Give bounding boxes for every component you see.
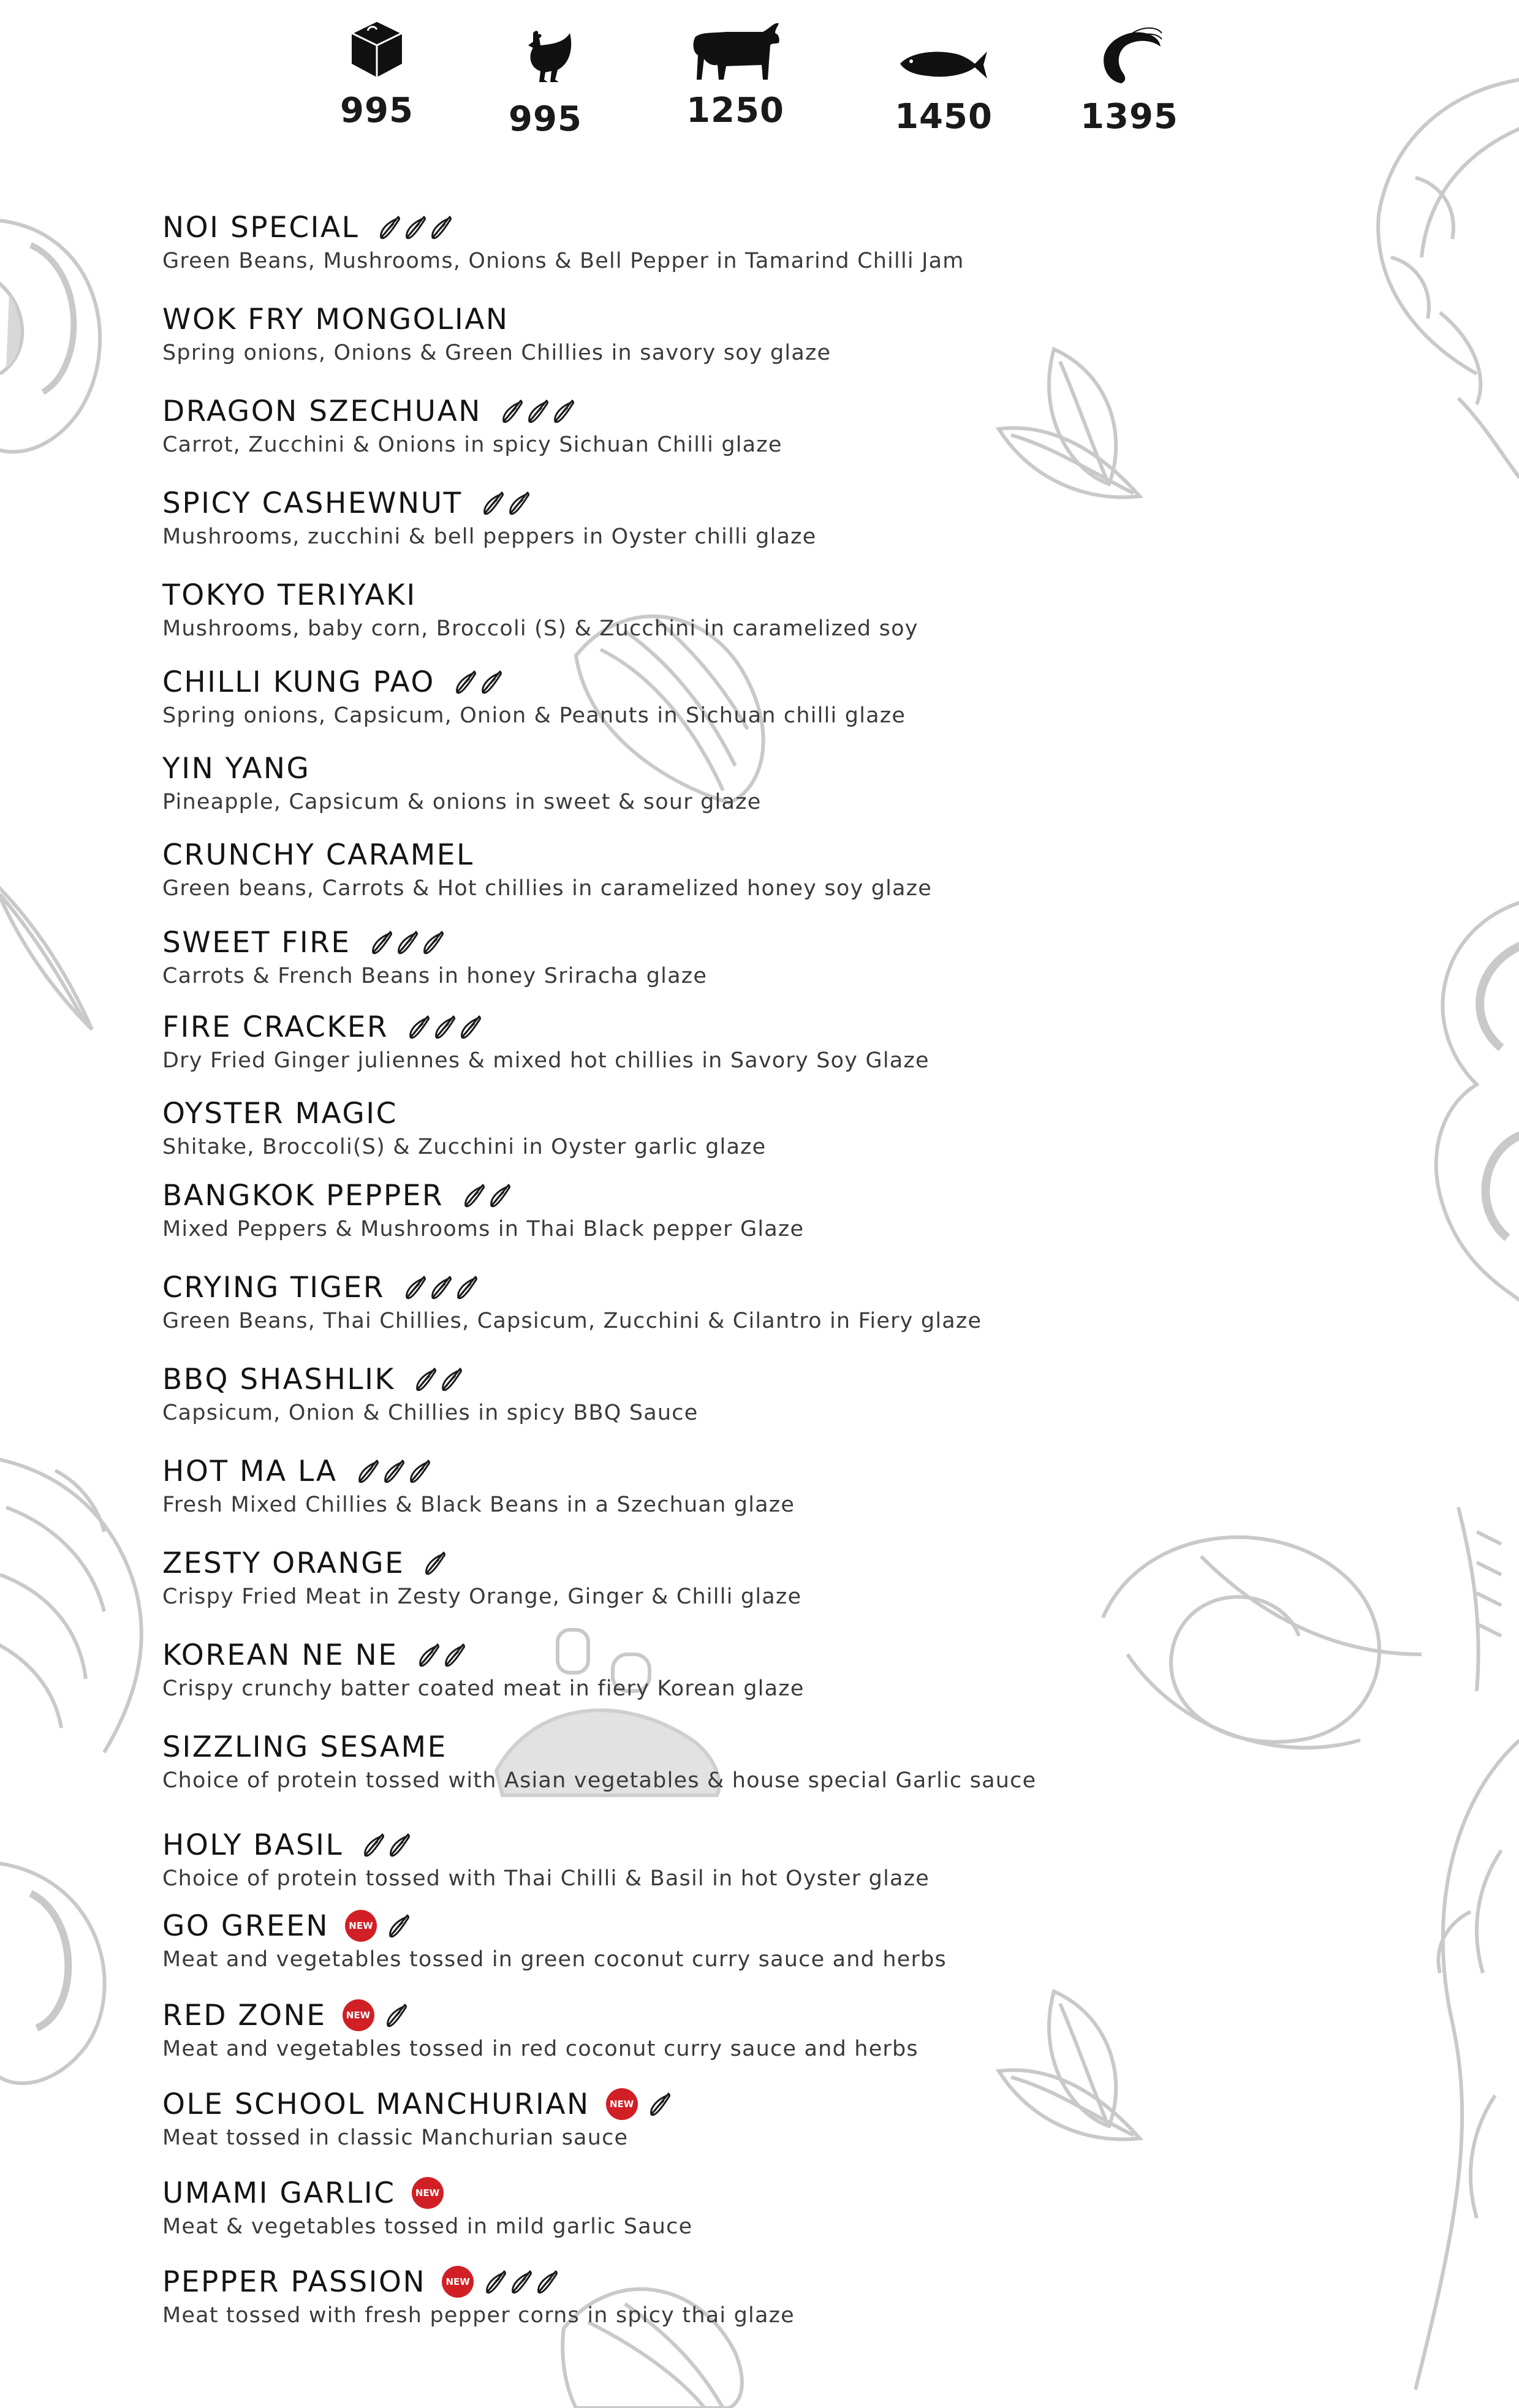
menu-item-description: Mixed Peppers & Mushrooms in Thai Black pepper Glaze <box>162 1217 805 1241</box>
menu-item-description: Meat and vegetables tossed in red coconut curry sauce and herbs <box>162 2037 919 2061</box>
chilli-icon <box>479 669 504 695</box>
menu-item-name: PEPPER PASSION <box>162 2265 426 2299</box>
menu-item-description: Green beans, Carrots & Hot chillies in caramelized honey soy glaze <box>162 876 932 901</box>
menu-item-name: DRAGON SZECHUAN <box>162 394 482 428</box>
spice-level-indicator <box>648 2091 673 2117</box>
chilli-icon <box>414 1366 438 1392</box>
new-badge: NEW <box>442 2266 474 2298</box>
spice-level-indicator <box>362 1832 413 1858</box>
menu-item <box>162 663 1327 728</box>
spice-level-indicator <box>356 1458 433 1484</box>
menu-item <box>162 208 1327 273</box>
menu-item-heading <box>162 1008 1327 1046</box>
spice-level-indicator <box>384 2002 410 2028</box>
menu-item-heading <box>162 208 1327 246</box>
chilli-icon <box>535 2269 559 2295</box>
menu-item <box>162 923 1327 988</box>
menu-item-heading <box>162 1826 1327 1864</box>
menu-item-name: SIZZLING SESAME <box>162 1730 447 1764</box>
spice-level-indicator <box>403 1274 480 1300</box>
price-chicken <box>478 18 613 139</box>
menu-item-description: Mushrooms, zucchini & bell peppers in Oyster chilli glaze <box>162 524 817 549</box>
menu-item <box>162 1176 1327 1241</box>
chilli-icon <box>403 1274 428 1300</box>
menu-item-heading <box>162 1544 1327 1582</box>
menu-item <box>162 836 1327 901</box>
new-badge: NEW <box>606 2088 638 2120</box>
chilli-icon <box>462 1183 487 1208</box>
menu-item-description: Fresh Mixed Chillies & Black Beans in a Szechuan glaze <box>162 1493 795 1517</box>
spice-level-indicator <box>462 1183 513 1208</box>
menu-item <box>162 2174 1327 2239</box>
menu-item-description: Dry Fried Ginger juliennes & mixed hot chillies in Savory Soy Glaze <box>162 1048 930 1073</box>
spice-level-indicator <box>387 1913 412 1939</box>
menu-item-name: YIN YANG <box>162 751 311 786</box>
spice-level-indicator <box>500 398 577 424</box>
price-tofu <box>309 18 444 131</box>
spice-level-indicator <box>453 669 505 695</box>
left-bottom-swirl-decoration <box>0 1850 135 2108</box>
menu-item-heading <box>162 923 1327 961</box>
menu-item-heading <box>162 1996 1327 2034</box>
chilli-icon <box>423 1550 447 1576</box>
menu-item-heading <box>162 663 1327 701</box>
menu-item-heading <box>162 392 1327 430</box>
knife-sketch-decoration <box>0 870 110 1054</box>
menu-item-description: Green Beans, Thai Chillies, Capsicum, Zucchini & Cilantro in Fiery glaze <box>162 1309 982 1333</box>
price-fish <box>876 18 1011 137</box>
menu-item-heading <box>162 2085 1327 2123</box>
menu-item-name: ZESTY ORANGE <box>162 1546 405 1580</box>
chilli-icon <box>488 1183 512 1208</box>
menu-item-heading <box>162 836 1327 874</box>
menu-item-name: BANGKOK PEPPER <box>162 1178 444 1213</box>
menu-item-description: Crispy Fried Meat in Zesty Orange, Ginger & Chilli glaze <box>162 1585 802 1609</box>
price-value: 1450 <box>895 97 993 137</box>
menu-item <box>162 1008 1327 1073</box>
left-parsley-decoration <box>0 1434 190 1777</box>
menu-item <box>162 1360 1327 1425</box>
right-middle-swirl-decoration <box>1403 888 1519 1317</box>
menu-item <box>162 1636 1327 1701</box>
menu-item-heading <box>162 1636 1327 1674</box>
menu-item <box>162 1996 1327 2061</box>
right-bottom-parsley-decoration <box>1379 1728 1519 2402</box>
chilli-icon <box>648 2091 672 2117</box>
chilli-icon <box>551 398 576 424</box>
spice-level-indicator <box>481 490 532 516</box>
menu-item-description: Shitake, Broccoli(S) & Zucchini in Oyster garlic glaze <box>162 1135 767 1159</box>
fish-icon <box>898 43 990 86</box>
chilli-icon <box>455 1274 479 1300</box>
shrimp-icon <box>1096 25 1163 86</box>
menu-item <box>162 1907 1327 1972</box>
menu-item <box>162 2263 1327 2328</box>
menu-item <box>162 1728 1327 1793</box>
menu-item-name: CHILLI KUNG PAO <box>162 665 435 699</box>
chilli-icon <box>458 1014 483 1040</box>
spice-level-indicator <box>414 1366 465 1392</box>
menu-item-description: Choice of protein tossed with Asian vegetables & house special Garlic sauce <box>162 1768 1037 1793</box>
new-badge: NEW <box>345 1910 377 1942</box>
menu-item <box>162 484 1327 549</box>
new-badge: NEW <box>412 2177 444 2209</box>
menu-item <box>162 1268 1327 1333</box>
menu-item-name: GO GREEN <box>162 1909 329 1943</box>
right-top-leaf-decoration <box>1354 55 1519 484</box>
menu-item <box>162 749 1327 814</box>
chilli-icon <box>433 1014 457 1040</box>
menu-item-heading <box>162 749 1327 787</box>
menu-item-description: Choice of protein tossed with Thai Chilli & Basil in hot Oyster glaze <box>162 1866 930 1891</box>
menu-item-heading <box>162 484 1327 522</box>
chilli-icon <box>382 1458 406 1484</box>
left-swirl-decoration <box>0 208 135 478</box>
menu-item-name: UMAMI GARLIC <box>162 2176 396 2210</box>
menu-item-heading <box>162 1452 1327 1490</box>
menu-item <box>162 2085 1327 2150</box>
menu-item-description: Meat and vegetables tossed in green coconut curry sauce and herbs <box>162 1947 947 1972</box>
menu-item-heading <box>162 2174 1327 2212</box>
menu-item-description: Meat tossed with fresh pepper corns in spicy thai glaze <box>162 2303 795 2328</box>
price-value: 995 <box>509 99 582 139</box>
menu-item <box>162 1544 1327 1609</box>
chilli-icon <box>356 1458 381 1484</box>
spice-level-indicator <box>407 1014 484 1040</box>
chilli-icon <box>369 930 394 955</box>
chilli-icon <box>481 490 506 516</box>
chilli-icon <box>387 1832 412 1858</box>
spice-level-indicator <box>377 214 455 240</box>
price-value: 1250 <box>686 91 784 131</box>
tofu-cube-icon <box>349 18 404 80</box>
menu-item-description: Capsicum, Onion & Chillies in spicy BBQ Sauce <box>162 1401 699 1425</box>
price-beef <box>668 18 803 131</box>
chilli-icon <box>421 930 445 955</box>
menu-item-description: Green Beans, Mushrooms, Onions & Bell Pepper in Tamarind Chilli Jam <box>162 249 964 273</box>
menu-item-name: RED ZONE <box>162 1998 327 2032</box>
chilli-icon <box>429 1274 453 1300</box>
menu-item-heading <box>162 1360 1327 1398</box>
menu-item-description: Carrots & French Beans in honey Sriracha glaze <box>162 964 708 988</box>
chilli-icon <box>377 214 402 240</box>
menu-item-description: Meat tossed in classic Manchurian sauce <box>162 2126 629 2150</box>
chilli-icon <box>407 1014 431 1040</box>
menu-item-name: CRUNCHY CARAMEL <box>162 838 474 872</box>
menu-item-name: NOI SPECIAL <box>162 210 360 244</box>
menu-item <box>162 1826 1327 1891</box>
chilli-icon <box>407 1458 432 1484</box>
menu-item <box>162 392 1327 457</box>
spice-level-indicator <box>369 930 447 955</box>
chilli-icon <box>362 1832 386 1858</box>
price-shrimp <box>1062 18 1197 137</box>
menu-item-description: Meat & vegetables tossed in mild garlic Sauce <box>162 2214 693 2239</box>
spice-level-indicator <box>423 1550 449 1576</box>
menu-item-name: OLE SCHOOL MANCHURIAN <box>162 2087 590 2121</box>
menu-item-heading <box>162 1094 1327 1132</box>
chilli-icon <box>384 2002 409 2028</box>
menu-item-heading <box>162 300 1327 338</box>
price-value: 995 <box>340 91 414 131</box>
menu-item-name: HOLY BASIL <box>162 1828 344 1862</box>
price-value: 1395 <box>1080 97 1178 137</box>
menu-item-name: BBQ SHASHLIK <box>162 1362 395 1396</box>
menu-item <box>162 1452 1327 1517</box>
chilli-icon <box>387 1913 411 1939</box>
chilli-icon <box>439 1366 464 1392</box>
menu-item-name: FIRE CRACKER <box>162 1010 389 1044</box>
chilli-icon <box>403 214 428 240</box>
menu-item-heading <box>162 576 1327 614</box>
menu-item-description: Spring onions, Capsicum, Onion & Peanuts in Sichuan chilli glaze <box>162 703 906 728</box>
chilli-icon <box>526 398 550 424</box>
menu-item-name: KOREAN NE NE <box>162 1638 398 1672</box>
chilli-icon <box>509 2269 534 2295</box>
chilli-icon <box>483 2269 508 2295</box>
spice-level-indicator <box>483 2269 561 2295</box>
chilli-icon <box>442 1642 467 1668</box>
menu-item <box>162 1094 1327 1159</box>
menu-item <box>162 300 1327 365</box>
menu-item-heading <box>162 1907 1327 1945</box>
menu-item-name: SPICY CASHEWNUT <box>162 486 463 520</box>
menu-item-name: WOK FRY MONGOLIAN <box>162 302 509 336</box>
menu-item-description: Carrot, Zucchini & Onions in spicy Sichuan Chilli glaze <box>162 433 782 457</box>
menu-item-heading <box>162 1268 1327 1306</box>
menu-item-heading <box>162 2263 1327 2301</box>
menu-item-heading <box>162 1728 1327 1766</box>
menu-item-heading <box>162 1176 1327 1214</box>
menu-item-description: Mushrooms, baby corn, Broccoli (S) & Zucchini in caramelized soy <box>162 616 919 641</box>
menu-item-name: CRYING TIGER <box>162 1270 385 1304</box>
chicken-icon <box>515 27 576 88</box>
new-badge: NEW <box>343 1999 374 2031</box>
chilli-icon <box>395 930 420 955</box>
spice-level-indicator <box>417 1642 468 1668</box>
menu-item <box>162 576 1327 641</box>
chilli-icon <box>429 214 453 240</box>
chilli-icon <box>417 1642 441 1668</box>
menu-item-description: Spring onions, Onions & Green Chillies in savory soy glaze <box>162 341 831 365</box>
chilli-icon <box>507 490 531 516</box>
menu-item-name: HOT MA LA <box>162 1454 338 1488</box>
menu-item-name: OYSTER MAGIC <box>162 1096 398 1130</box>
chilli-icon <box>500 398 525 424</box>
chilli-icon <box>453 669 478 695</box>
menu-item-name: TOKYO TERIYAKI <box>162 578 417 612</box>
beef-cow-icon <box>689 18 781 86</box>
menu-item-name: SWEET FIRE <box>162 925 351 960</box>
menu-item-description: Crispy crunchy batter coated meat in fiery Korean glaze <box>162 1676 805 1701</box>
menu-item-description: Pineapple, Capsicum & onions in sweet & sour glaze <box>162 790 762 814</box>
